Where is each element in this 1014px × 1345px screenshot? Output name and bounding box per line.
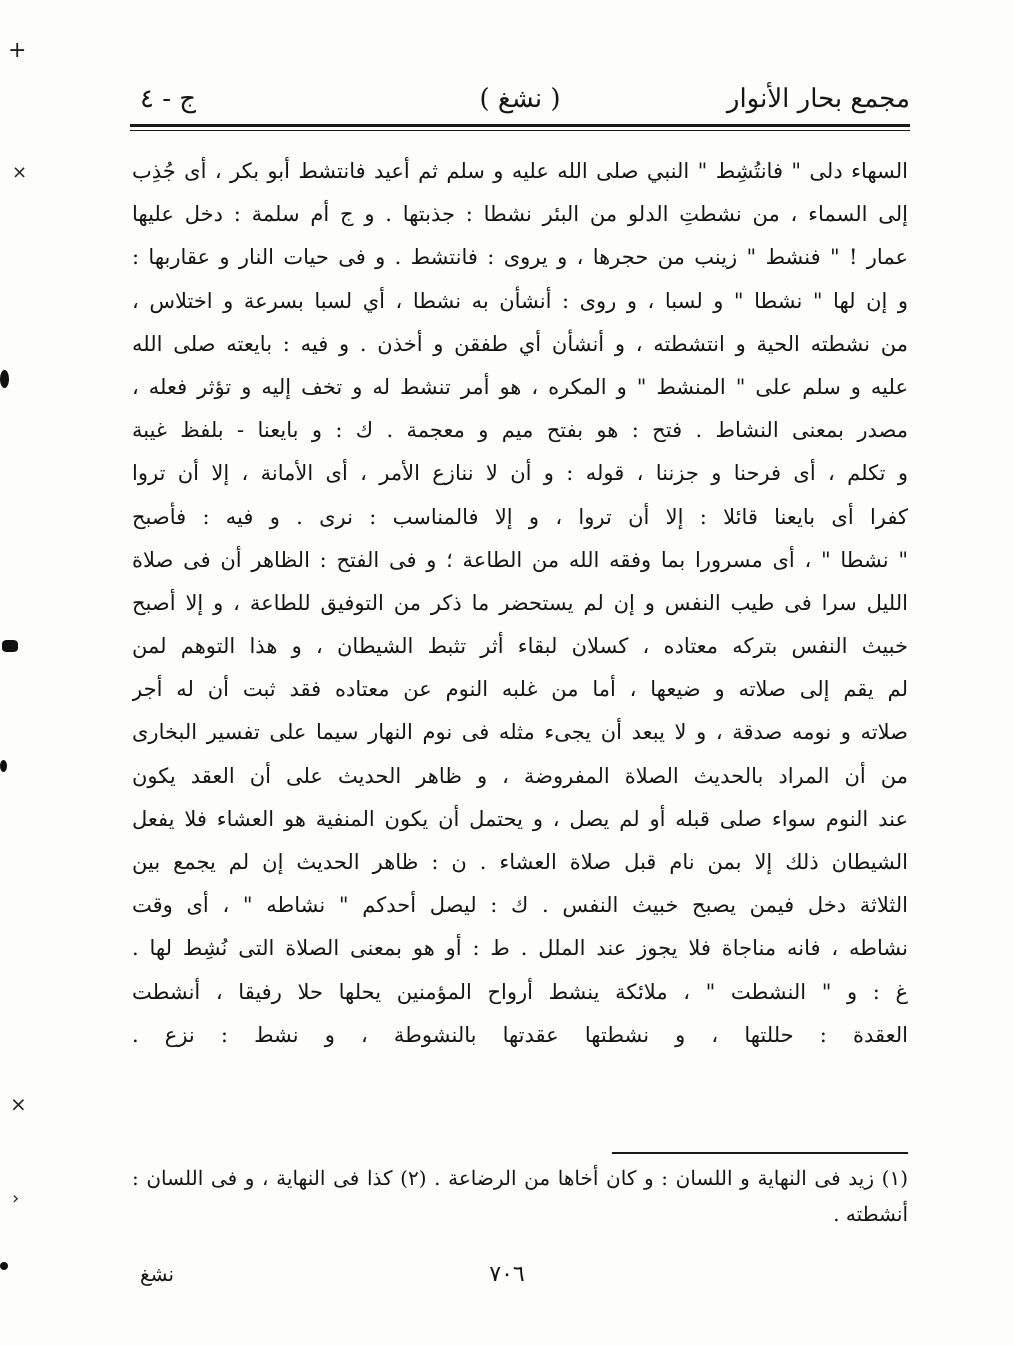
scan-ink-blot [0, 370, 9, 388]
text-line: و تكلم ، أى فرحنا و جزننا ، قوله : و أن لا ننازع الأمر ، أى الأمانة ، إلا أن تروا [132, 461, 908, 486]
text-line: صلاته و نومه صدقة ، و لا يبعد أن يجىء مثله فى نوم النهار سيما على تفسير البخارى [132, 720, 908, 745]
book-title: مجمع بحار الأنوار [726, 84, 910, 114]
text-line: الشيطان ذلك إلا بمن نام قبل صلاة العشاء . ن : ظاهر الحديث إن لم يجمع بين [132, 850, 908, 874]
text-line: كفرا أى بايعنا قائلا : إلا أن تروا ، و إلا فالمناسب : نرى . و فيه : فأصبح [132, 504, 908, 529]
footnote-line: أنشطته . [833, 1202, 908, 1226]
scan-tick-mark: › [12, 1188, 20, 1209]
volume-label: ج - ٤ [140, 84, 197, 114]
text-line: غ : و " النشطت " ، ملائكة ينشط أرواح المؤمنين يحلها حلا رفيقا ، أنشطت [132, 979, 908, 1004]
text-line: الليل سرا فى طيب النفس و إن لم يستحضر ما ذكر من التوفيق للطاعة ، و إلا أصبح [132, 590, 908, 615]
entry-heading: ( نشغ ) [479, 84, 561, 114]
footnote-line: (١) زيد فى النهاية و اللسان : و كان أخاها من الرضاعة . (٢) كذا فى النهاية ، و فى اللسان : [132, 1166, 908, 1190]
header-rule [130, 124, 910, 127]
text-line: من نشطته الحية و انتشطته ، و أنشأن أي طفقن و أخذن . و فيه : بايعته صلى الله [132, 331, 908, 356]
text-line: مصدر بمعنى النشاط . فتح : هو بفتح ميم و معجمة . ك : و بايعنا - بلفظ غيبة [132, 418, 908, 443]
text-line: نشاطه ، فانه مناجاة فلا يجوز عند الملل . ط : أو هو بمعنى الصلاة التى نُشِط لها . [132, 936, 908, 961]
scan-cross-mark: + [8, 38, 27, 63]
header-rule-thin [130, 130, 910, 131]
footnote-rule [612, 1152, 908, 1154]
footnotes [132, 1160, 908, 1232]
text-line: السهاء دلى " فانتُشِط " النبي صلى الله عليه و سلم ثم أعيد فانتشط أبو بكر ، أى جُذِب [132, 159, 908, 183]
footer-entry-word: نشغ [140, 1262, 175, 1286]
running-header [130, 78, 910, 122]
text-line: عمار ! " فنشط " زينب من حجرها ، و يروى : فانتشط . و فى حيات النار و عقاربها : [132, 245, 908, 270]
text-line: إلى السماء ، من نشطتِ الدلو من البئر نشطا : جذبتها . و ج أم سلمة : دخل عليها [132, 202, 908, 227]
text-line: لم يقم إلى صلاته و ضيعها ، أما من غلبه النوم عن معتاده فقد ثبت أن له أجر [132, 677, 908, 702]
scan-star-mark: ⨯ [12, 162, 28, 183]
text-line: من أن المراد بالحديث الصلاة المفروضة ، و ظاهر الحديث على أن العقد يكون [132, 763, 908, 788]
scan-ink-blot [2, 640, 18, 652]
text-line: العقدة : حللتها ، و نشطتها عقدتها بالنشوطة ، و نشط : نزع . [132, 1022, 908, 1047]
text-line: و إن لها " نشطا " و لسبا ، و روى : أنشأن به نشطا ، أي لسبا بسرعة و اختلاس ، [132, 288, 908, 313]
text-line: عند النوم سواء صلى قبله أو لم يصل ، و يحتمل أن يكون المنفية هو العشاء فلا يفعل [132, 806, 908, 831]
text-line: الثلاثة دخل فيمن يصبح خبيث النفس . ك : ليصل أحدكم " نشاطه " ، أى وقت [132, 893, 908, 918]
scan-star-mark: ⨯ [10, 1092, 27, 1116]
text-line: عليه و سلم على " المنشط " و المكره ، هو أمر تنشط له و تخف إليه و تؤثر فعله ، [132, 374, 908, 399]
text-line: خبيث النفس بتركه معتاده ، كسلان لبقاء أثر تثبط الشيطان ، و هذا التوهم لمن [132, 634, 908, 659]
text-line: " نشطا " ، أى مسرورا بما وفقه الله من الطاعة ؛ و فى الفتح : الظاهر أن فى صلاة [132, 547, 908, 572]
page-number: ٧٠٦ [489, 1262, 525, 1287]
scan-ink-blot [0, 760, 7, 772]
main-text [132, 150, 908, 1145]
